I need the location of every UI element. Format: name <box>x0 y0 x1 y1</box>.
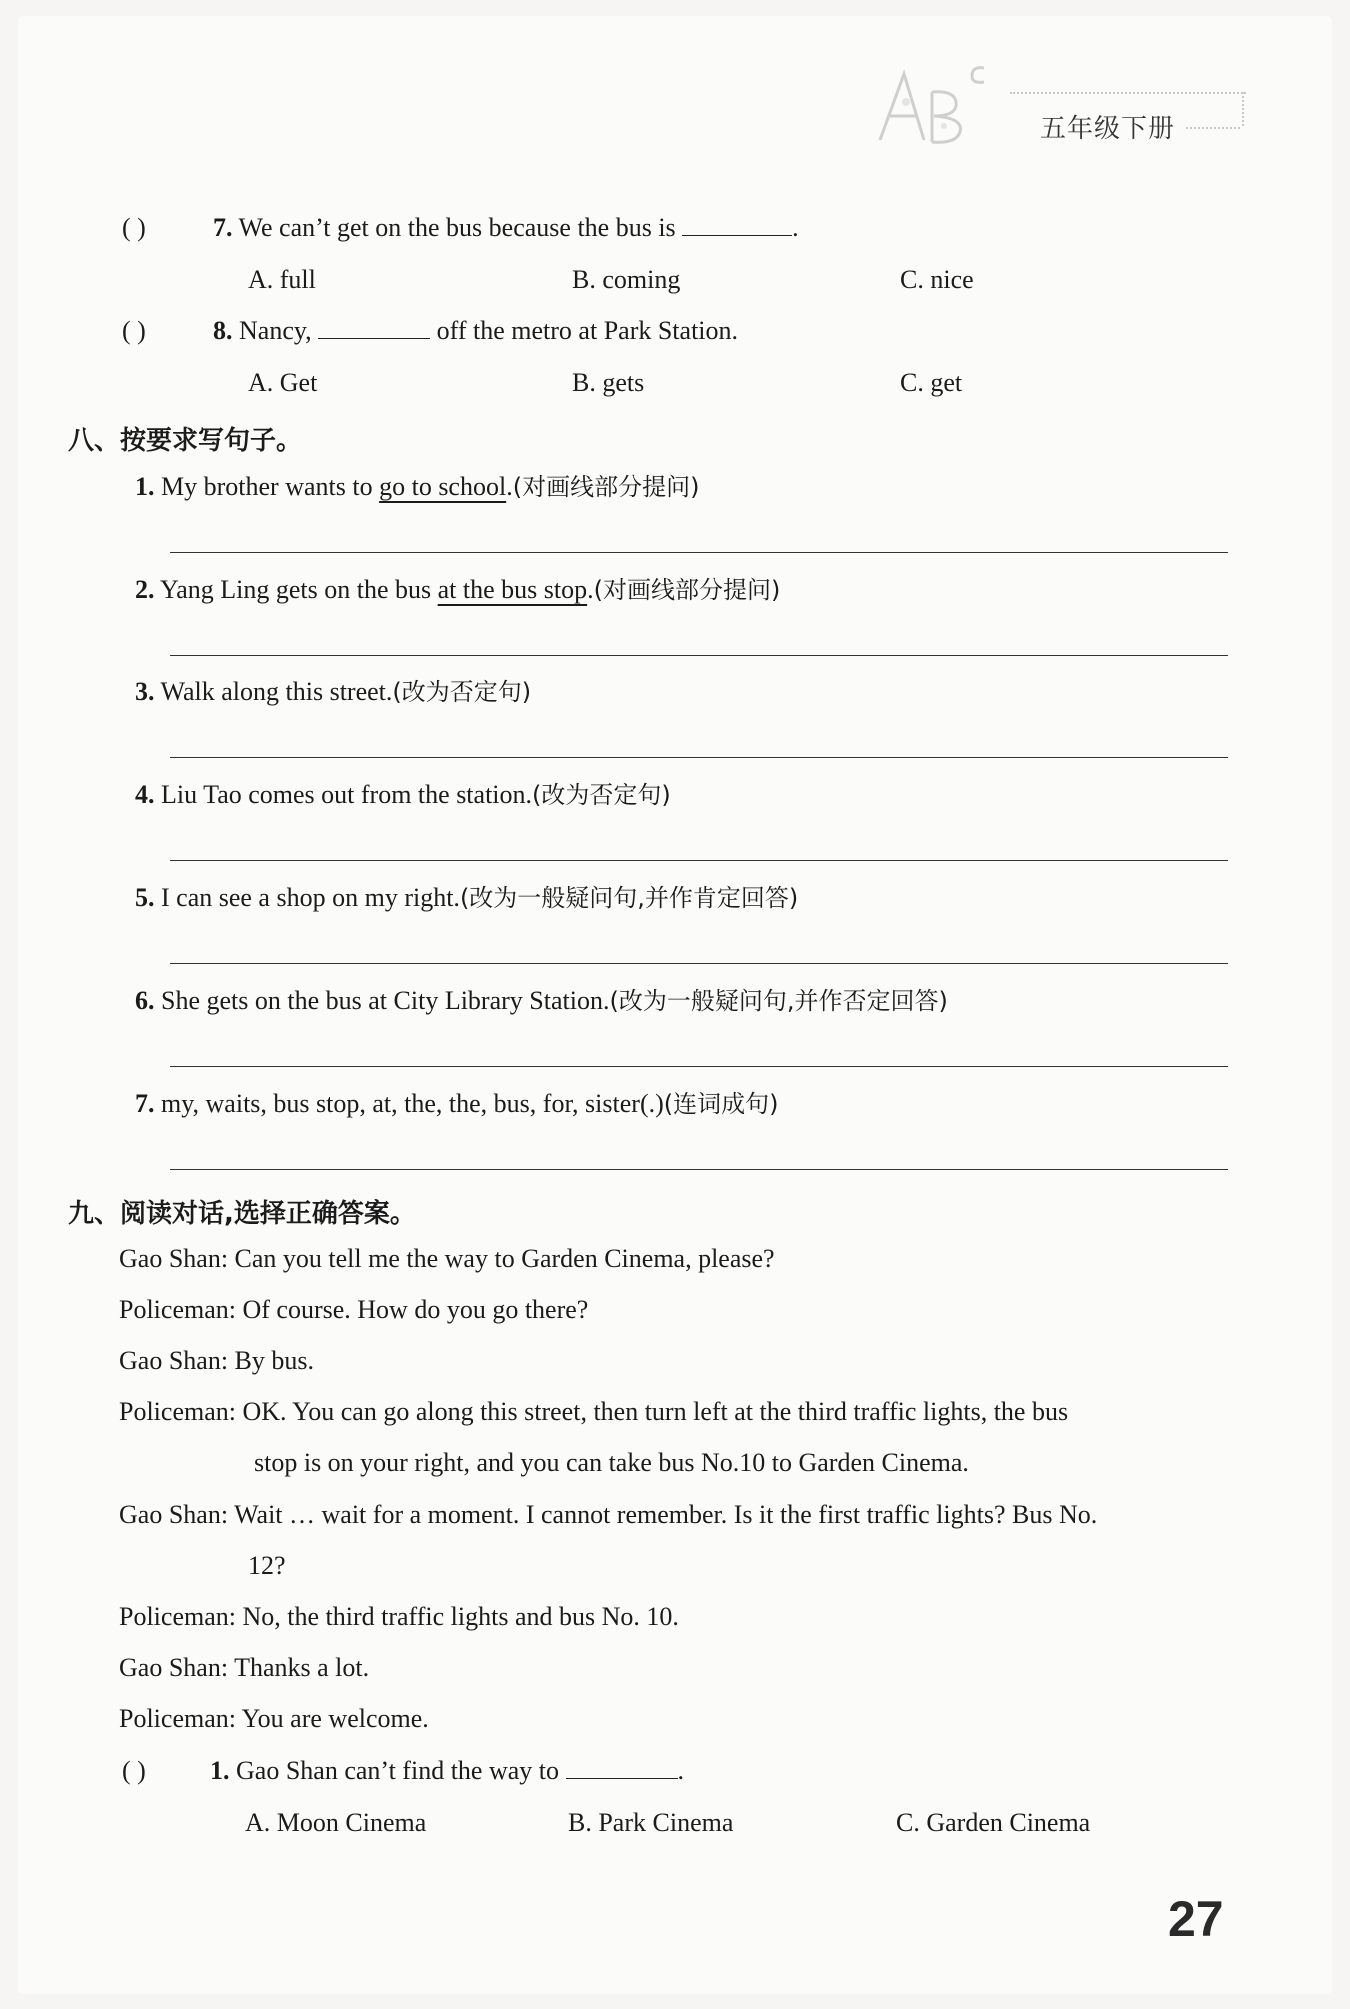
question-number: 7. <box>213 213 233 242</box>
item-instruction: (改为否定句) <box>392 678 532 706</box>
item-text-end: . <box>587 575 594 604</box>
answer-line[interactable] <box>170 757 1228 758</box>
option-c: C. Garden Cinema <box>896 1808 1091 1837</box>
dialogue-line: Policeman: Of course. How do you go there? <box>119 1295 589 1324</box>
underlined-phrase: go to school <box>379 472 507 501</box>
dialogue-line: Gao Shan: Wait … wait for a moment. I cannot remember. Is it the first traffic lights? Bus No. <box>119 1500 1098 1529</box>
answer-line[interactable] <box>170 963 1228 964</box>
item-number: 6. <box>135 986 155 1015</box>
item-text-end: . <box>506 472 513 501</box>
item-number: 3. <box>135 677 155 706</box>
page-number: 27 <box>1168 1891 1224 1947</box>
answer-line[interactable] <box>170 552 1228 553</box>
option-a: A. Moon Cinema <box>245 1808 427 1837</box>
reading-question-1 <box>210 1758 684 1784</box>
rewrite-item-6 <box>135 988 948 1014</box>
item-text: She gets on the bus at City Library Station. <box>161 986 610 1015</box>
item-instruction: (对画线部分提问) <box>512 473 700 501</box>
rewrite-item-5 <box>135 885 798 911</box>
answer-line[interactable] <box>170 860 1228 861</box>
item-text: my, waits, bus stop, at, the, the, bus, for, sister(.) <box>161 1089 664 1118</box>
item-number: 4. <box>135 780 155 809</box>
dialogue-line: Gao Shan: Can you tell me the way to Garden Cinema, please? <box>119 1244 775 1273</box>
grade-label: 五年级下册 <box>1040 114 1176 144</box>
answer-line[interactable] <box>170 655 1228 656</box>
section-9-title: 九、阅读对话,选择正确答案。 <box>68 1199 416 1229</box>
item-text: Liu Tao comes out from the station. <box>161 780 533 809</box>
item-text: Walk along this street. <box>160 677 393 706</box>
item-text: I can see a shop on my right. <box>161 883 460 912</box>
fill-blank[interactable] <box>682 235 792 236</box>
dialogue-line-cont: 12? <box>248 1551 286 1580</box>
section-8-title: 八、按要求写句子。 <box>68 426 303 456</box>
item-number: 7. <box>135 1089 155 1118</box>
option-c: C. nice <box>900 265 974 294</box>
question-text: Nancy, <box>239 316 312 345</box>
fill-blank[interactable] <box>566 1778 678 1779</box>
rewrite-item-3 <box>135 679 531 705</box>
grade-dots <box>1186 127 1240 129</box>
item-number: 2. <box>135 575 155 604</box>
fill-blank[interactable] <box>318 338 430 339</box>
option-b: B. gets <box>572 368 645 397</box>
option-b: B. Park Cinema <box>568 1808 734 1837</box>
answer-paren[interactable]: ( ) <box>122 316 146 345</box>
question-number: 8. <box>213 316 233 345</box>
rewrite-item-2 <box>135 577 780 603</box>
question-text-end: . <box>792 213 799 242</box>
rewrite-item-4 <box>135 782 671 808</box>
question-8 <box>213 318 738 344</box>
answer-line[interactable] <box>170 1169 1228 1170</box>
question-text: We can’t get on the bus because the bus is <box>238 213 676 242</box>
underlined-phrase: at the bus stop <box>437 575 588 604</box>
header-rule <box>1010 92 1246 94</box>
rewrite-item-7 <box>135 1091 779 1117</box>
answer-paren[interactable]: ( ) <box>122 1756 146 1785</box>
item-instruction: (连词成句) <box>663 1090 779 1118</box>
item-number: 5. <box>135 883 155 912</box>
item-instruction: (对画线部分提问) <box>593 576 781 604</box>
item-instruction: (改为否定句) <box>532 781 671 809</box>
dialogue-line: Gao Shan: Thanks a lot. <box>119 1653 370 1682</box>
question-text: Gao Shan can’t find the way to <box>236 1756 559 1785</box>
dialogue-line: Policeman: No, the third traffic lights and bus No. 10. <box>119 1602 679 1631</box>
question-number: 1. <box>210 1756 230 1785</box>
dialogue-line: Gao Shan: By bus. <box>119 1346 314 1375</box>
question-text-end: off the metro at Park Station. <box>436 316 739 345</box>
answer-paren[interactable]: ( ) <box>122 213 146 242</box>
option-b: B. coming <box>572 265 681 294</box>
item-text: My brother wants to <box>161 472 373 501</box>
dialogue-line: Policeman: OK. You can go along this street, then turn left at the third traffic lights, the bus <box>119 1397 1069 1426</box>
option-c: C. get <box>900 368 963 397</box>
item-number: 1. <box>135 472 155 501</box>
dialogue-line-cont: stop is on your right, and you can take bus No.10 to Garden Cinema. <box>254 1448 969 1477</box>
item-text: Yang Ling gets on the bus <box>160 575 432 604</box>
header-rule-end <box>1242 92 1244 126</box>
answer-line[interactable] <box>170 1066 1228 1067</box>
option-a: A. full <box>248 265 316 294</box>
rewrite-item-1 <box>135 474 699 500</box>
item-instruction: (改为一般疑问句,并作否定回答) <box>609 987 948 1015</box>
abc-logo-icon <box>872 62 1012 152</box>
question-text-end: . <box>677 1756 684 1785</box>
question-7 <box>213 215 799 241</box>
item-instruction: (改为一般疑问句,并作肯定回答) <box>459 884 799 912</box>
option-a: A. Get <box>248 368 318 397</box>
dialogue-line: Policeman: You are welcome. <box>119 1704 429 1733</box>
